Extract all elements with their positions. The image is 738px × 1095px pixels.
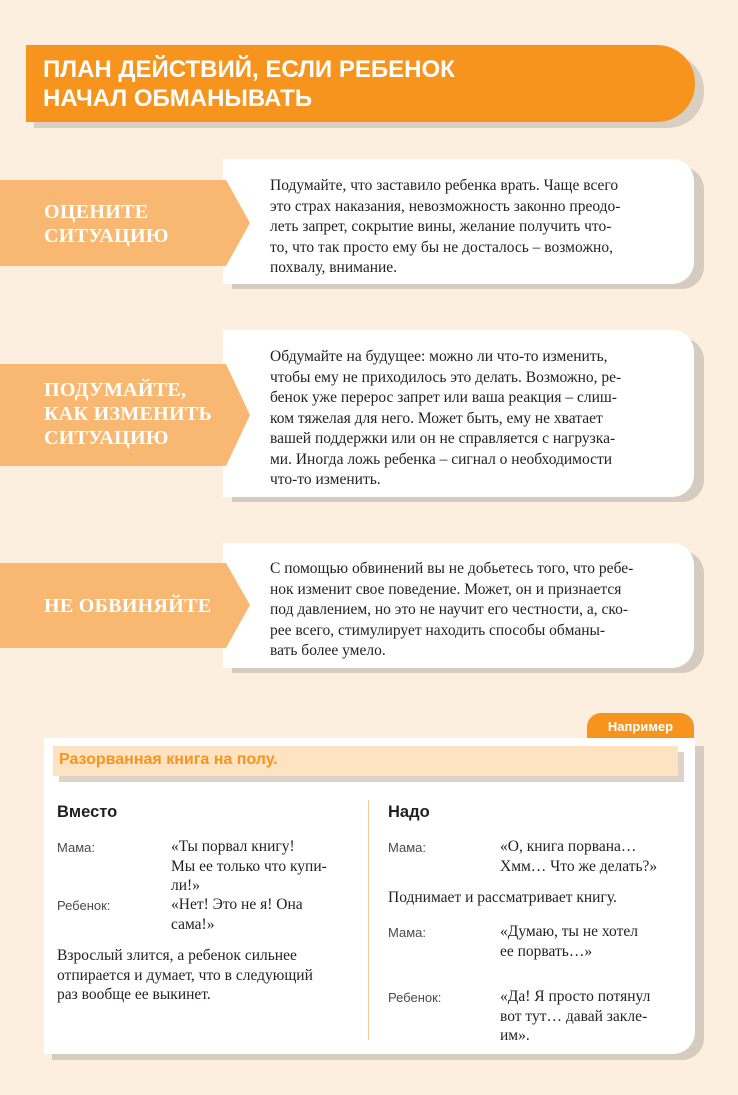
text-line: рее всего, стимулирует находить способы обманы- — [270, 621, 606, 639]
narration — [57, 946, 313, 1005]
text-line: это страх наказания, невозможность законно преодо- — [270, 197, 621, 215]
narration-line: отпирается и думает, что в следующий — [57, 966, 313, 984]
section-label — [44, 200, 169, 248]
text-line: Подумайте, что заставило ребенка врать. Чаще всего — [270, 177, 619, 194]
section-text — [270, 176, 620, 279]
speaker-child: Ребенок: — [388, 990, 442, 1005]
column-divider — [368, 800, 369, 1040]
page-title-line: НАЧАЛ ОБМАНЫВАТЬ — [43, 85, 313, 112]
page-title — [43, 55, 643, 113]
section-label-line: ПОДУМАЙТЕ, — [44, 379, 187, 401]
text-line: ком тяжелая для него. Может быть, ему не хватает — [270, 409, 603, 427]
speaker-child: Ребенок: — [57, 898, 111, 913]
quote-line: Хмм… Что же делать?» — [500, 857, 658, 875]
quote-line: сама!» — [171, 915, 215, 933]
text-line: похвалу, внимание. — [270, 259, 398, 276]
quote-line: вот тут… давай закле- — [500, 1007, 648, 1025]
example-tab: Например — [587, 713, 694, 740]
quote-line: ее порвать…» — [500, 942, 593, 960]
narration: Поднимает и рассматривает книгу. — [388, 889, 617, 906]
section-text — [270, 347, 621, 491]
section-label — [44, 378, 212, 450]
section-label-line: СИТУАЦИЮ — [44, 427, 169, 449]
text-line: под давлением, но это не научит его честности, а, ско- — [270, 601, 629, 618]
narration-line: Взрослый злится, а ребенок сильнее — [57, 947, 297, 964]
text-line: ми. Иногда ложь ребенка – сигнал о необходимости — [270, 450, 613, 468]
text-line: леть запрет, сокрытие вины, желание получить что- — [270, 218, 612, 235]
quote-line: «Думаю, ты не хотел — [500, 923, 638, 940]
text-line: чтобы ему не приходилось это делать. Возможно, ре- — [270, 368, 622, 386]
text-line: вашей поддержки или он не справляется с нагрузка- — [270, 430, 616, 447]
narration-line: раз вообще ее выкинет. — [57, 986, 211, 1003]
quote-line: «О, книга порвана… — [500, 838, 637, 855]
section-label-line: СИТУАЦИЮ — [44, 225, 169, 247]
quote-line: «Ты порвал книгу! — [171, 838, 295, 855]
quote-line: ли!» — [171, 877, 200, 894]
quote-line: им». — [500, 1027, 530, 1044]
section-label — [44, 594, 211, 618]
text-line: вать более умело. — [270, 642, 386, 659]
child-quote — [500, 987, 650, 1046]
speaker-mom: Мама: — [388, 840, 426, 855]
quote-line: «Нет! Это не я! Она — [171, 896, 303, 913]
child-quote — [171, 895, 303, 934]
text-line: что-то изменить. — [270, 471, 381, 488]
mom-quote — [500, 922, 638, 961]
speaker-mom: Мама: — [57, 840, 95, 855]
text-line: Обдумайте на будущее: можно ли что-то изменить, — [270, 348, 608, 365]
speaker-mom: Мама: — [388, 925, 426, 940]
text-line: бенок уже перерос запрет или ваша реакция – слиш- — [270, 389, 617, 406]
text-line: С помощью обвинений вы не добьетесь того, что ребе- — [270, 560, 634, 577]
section-label-line: ОЦЕНИТЕ — [44, 201, 149, 223]
section-text — [270, 559, 633, 662]
mom-quote — [500, 837, 657, 876]
should-title: Надо — [388, 803, 430, 821]
instead-title: Вместо — [57, 803, 118, 821]
mom-quote — [171, 837, 327, 896]
quote-line: Мы ее только что купи- — [171, 857, 327, 875]
text-line: нок изменит свое поведение. Может, он и признается — [270, 580, 622, 598]
section-label-line: НЕ ОБВИНЯЙТЕ — [44, 595, 212, 617]
section-label-line: КАК ИЗМЕНИТЬ — [44, 403, 213, 425]
example-heading: Разорванная книга на полу. — [59, 751, 278, 768]
page-title-line: ПЛАН ДЕЙСТВИЙ, ЕСЛИ РЕБЕНОК — [43, 56, 455, 83]
quote-line: «Да! Я просто потянул — [500, 988, 651, 1005]
text-line: то, что так просто ему бы не досталось – возможно, — [270, 238, 613, 256]
